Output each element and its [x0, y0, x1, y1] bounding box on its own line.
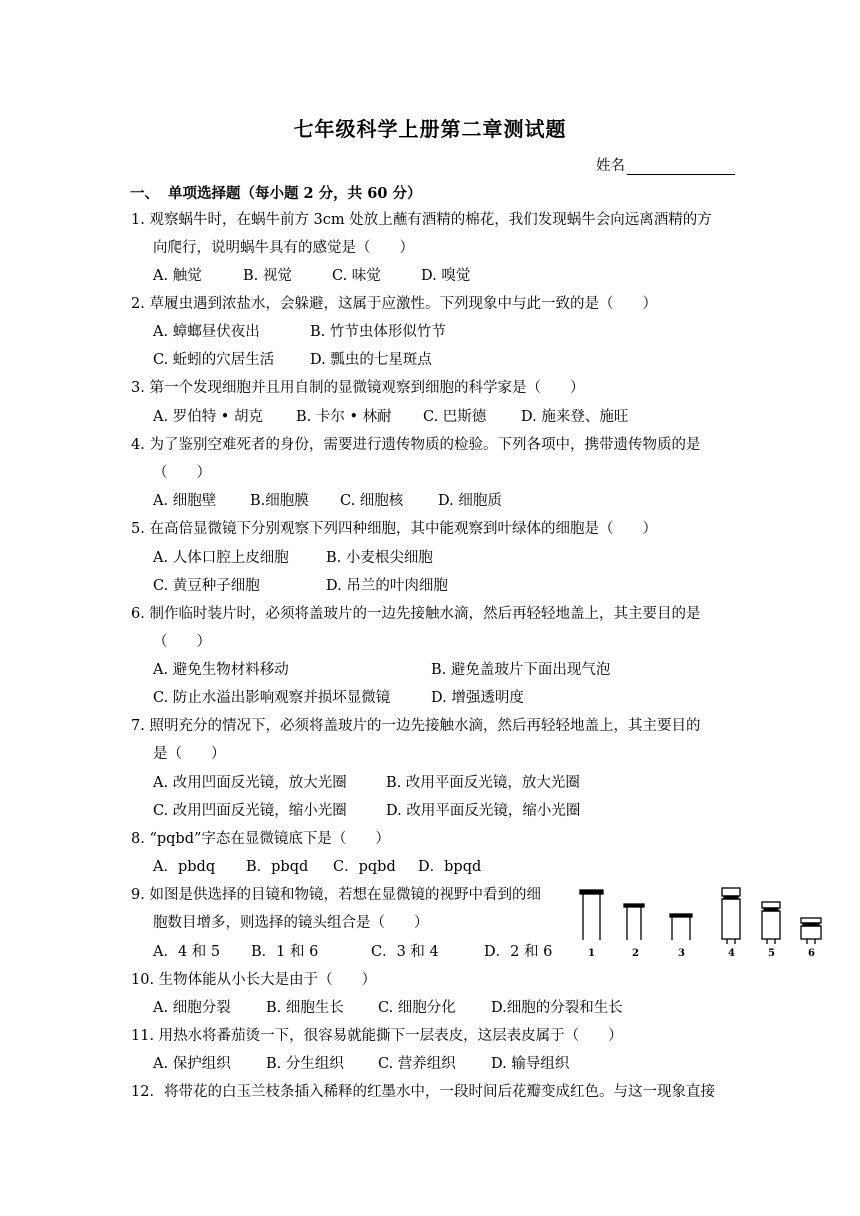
option: B. 改用平面反光镜，放大光圈: [386, 775, 580, 791]
question-text: 12．将带花的白玉兰枝条插入稀释的红墨水中，一段时间后花瓣变成红色。与这一现象直接: [131, 1084, 715, 1100]
lens-label-4: 4: [728, 948, 735, 959]
option: C. 防止水溢出影响观察并损坏显微镜: [153, 690, 391, 706]
lens-label-2: 2: [632, 948, 639, 959]
section-number: 一、: [130, 185, 159, 202]
question-text: 5. 在高倍显微镜下分别观察下列四种细胞，其中能观察到叶绿体的细胞是（ ）: [131, 521, 657, 537]
option: C. 改用凹面反光镜，缩小光圈: [153, 803, 347, 819]
name-label: 姓名: [596, 158, 625, 174]
option: B．pbqd: [246, 859, 309, 875]
lens-label-1: 1: [588, 948, 595, 959]
option: C．3 和 4: [371, 944, 439, 960]
option: D. 输导组织: [491, 1056, 570, 1072]
option: B. 小麦根尖细胞: [326, 550, 433, 566]
option: C. 营养组织: [378, 1056, 456, 1072]
question-text: 6. 制作临时装片时，必须将盖玻片的一边先接触水滴，然后再轻轻地盖上，其主要目的是: [131, 606, 701, 622]
eyepiece-1: [580, 890, 603, 894]
eyepiece-2: [624, 904, 644, 907]
option: C. 巴斯德: [423, 409, 487, 425]
eyepiece-3: [670, 914, 692, 917]
question-text: （ ）: [153, 634, 211, 650]
option: B. 竹节虫体形似竹节: [310, 324, 446, 340]
option: D. 吊兰的叶肉细胞: [326, 578, 448, 594]
name-blank-line: [627, 159, 735, 175]
lens-figure: [576, 886, 830, 960]
question-text: 3. 第一个发现细胞并且用自制的显微镜观察到细胞的科学家是（ ）: [131, 380, 585, 396]
objectives: [722, 888, 821, 944]
question-text: 7. 照明充分的情况下，必须将盖玻片的一边先接触水滴，然后再轻轻地盖上，其主要目的: [131, 718, 701, 734]
option: A. 蟑螂昼伏夜出: [153, 324, 260, 340]
objective-5: [762, 902, 780, 908]
question-text: 向爬行，说明蜗牛具有的感觉是（ ）: [153, 240, 414, 256]
eyepieces: [580, 890, 692, 940]
option: B. 分生组织: [266, 1056, 344, 1072]
option: B. 避免盖玻片下面出现气泡: [431, 662, 611, 678]
option: A．pbdq: [153, 859, 216, 875]
option: A. 避免生物材料移动: [153, 662, 289, 678]
option: A. 细胞壁: [153, 493, 217, 509]
option: D. 细胞质: [438, 493, 502, 509]
lens-label-5: 5: [768, 948, 775, 959]
option: B.细胞膜: [250, 493, 309, 509]
option: C. 黄豆种子细胞: [153, 578, 260, 594]
lens-label-3: 3: [678, 948, 685, 959]
section-heading: [130, 182, 421, 203]
question-text: 10. 生物体能从小长大是由于（ ）: [131, 972, 377, 988]
lens-label-6: 6: [808, 948, 815, 959]
question-text: （ ）: [153, 465, 211, 481]
question-text: 8. “pqbd”字态在显微镜底下是（ ）: [131, 831, 390, 847]
option: C. 细胞分化: [378, 1000, 456, 1016]
objective-4: [722, 888, 740, 896]
question-text: 1. 观察蜗牛时，在蜗牛前方 3cm 处放上蘸有酒精的棉花，我们发现蜗牛会向远离酒精的方: [131, 212, 712, 228]
option: D. 施来登、施旺: [521, 409, 629, 425]
question-text: 4. 为了鉴别空难死者的身份，需要进行遗传物质的检验。下列各项中，携带遗传物质的是: [131, 437, 701, 453]
option: D. 改用平面反光镜，缩小光圈: [386, 803, 581, 819]
option: B．1 和 6: [251, 944, 319, 960]
option: B. 卡尔 • 林耐: [296, 409, 392, 425]
option: C. 蚯蚓的穴居生活: [153, 352, 275, 368]
option: D．2 和 6: [484, 944, 553, 960]
option: C．pqbd: [333, 859, 396, 875]
name-field: [596, 154, 735, 175]
option: D. 增强透明度: [431, 690, 524, 706]
option: A．4 和 5: [153, 944, 221, 960]
option: A. 细胞分裂: [153, 1000, 231, 1016]
question-text: 9. 如图是供选择的目镜和物镜，若想在显微镜的视野中看到的细: [131, 887, 541, 903]
option: A. 保护组织: [153, 1056, 231, 1072]
option: B. 细胞生长: [266, 1000, 344, 1016]
option: D．bpqd: [418, 859, 482, 875]
option: A. 人体口腔上皮细胞: [153, 550, 289, 566]
question-text: 2. 草履虫遇到浓盐水，会躲避，这属于应激性。下列现象中与此一致的是（ ）: [131, 296, 657, 312]
option: A. 改用凹面反光镜，放大光圈: [153, 775, 347, 791]
section-title: 单项选择题（每小题 2 分，共 60 分）: [168, 185, 422, 202]
option: B. 视觉: [243, 268, 292, 284]
question-text: 11. 用热水将番茄烫一下，很容易就能撕下一层表皮，这层表皮属于（ ）: [131, 1028, 623, 1044]
option: D. 嗅觉: [421, 268, 471, 284]
option: D.细胞的分裂和生长: [491, 1000, 623, 1016]
option: C. 味觉: [332, 268, 381, 284]
question-text: 胞数目增多，则选择的镜头组合是（ ）: [153, 915, 429, 931]
page-title: 七年级科学上册第二章测试题: [293, 117, 567, 141]
lens-labels: [588, 948, 815, 959]
option: C. 细胞核: [340, 493, 404, 509]
objective-6: [801, 918, 821, 923]
question-text: 是（ ）: [153, 746, 226, 762]
option: A. 罗伯特 • 胡克: [153, 409, 263, 425]
option: D. 瓢虫的七星斑点: [310, 352, 432, 368]
option: A. 触觉: [153, 268, 202, 284]
